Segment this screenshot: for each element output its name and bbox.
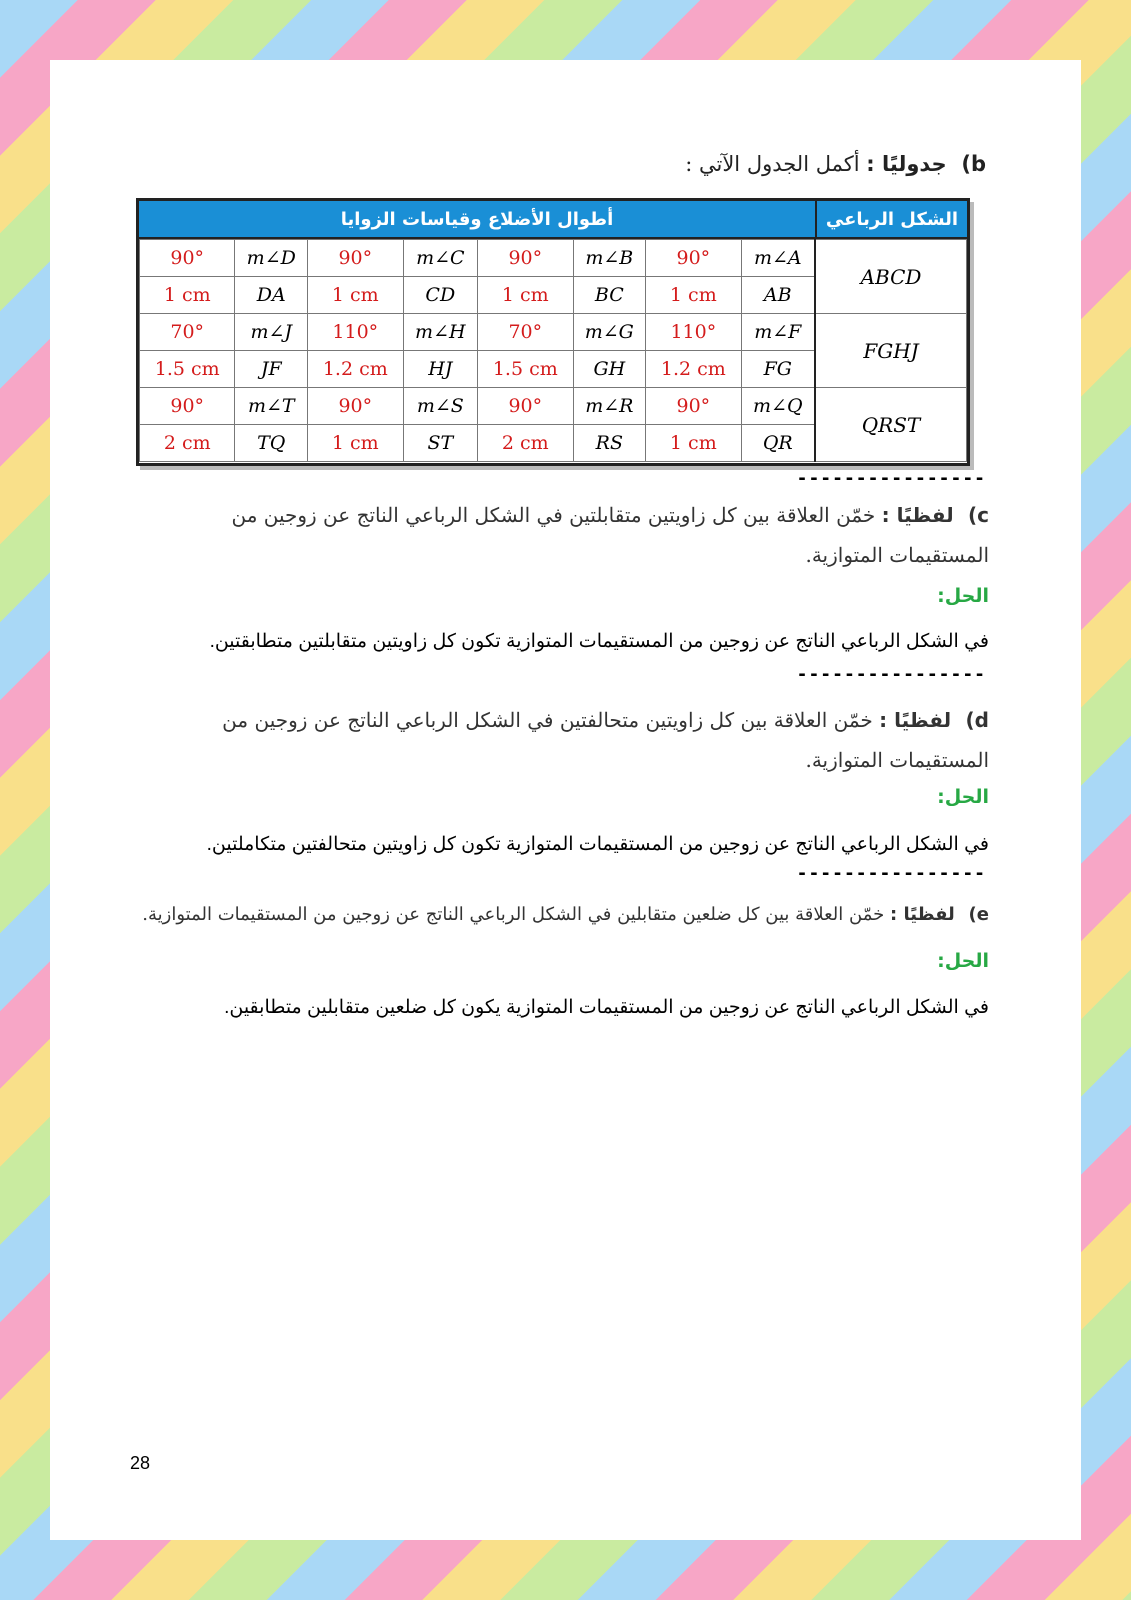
part-d-question-block (136, 700, 989, 780)
angles-label-cell: m∠B (573, 240, 646, 277)
sides-value-cell: 1.2 cm (646, 351, 741, 388)
sides-label-cell: CD (403, 277, 478, 314)
angles-label-cell: m∠A (741, 240, 815, 277)
angles-value-cell: 90° (308, 240, 403, 277)
angles-value-cell: 70° (478, 314, 573, 351)
sides-label-cell: QR (741, 425, 815, 462)
part-d-solution-label: الحل: (937, 786, 989, 808)
part-c-solution-label: الحل: (937, 585, 989, 607)
shape-name-cell: QRST (815, 388, 967, 462)
angles-label-cell: m∠Q (741, 388, 815, 425)
sides-value-cell: 1.5 cm (478, 351, 573, 388)
sides-label-cell: RS (573, 425, 646, 462)
sides-value-cell: 1 cm (140, 277, 235, 314)
angles-value-cell: 90° (140, 388, 235, 425)
part-e-question: خمّن العلاقة بين كل ضلعين متقابلين في الشكل الرباعي الناتج عن زوجين من المستقيمات المتوازية. (142, 904, 885, 925)
angles-label-cell: m∠C (403, 240, 478, 277)
angles-label-cell: m∠H (403, 314, 478, 351)
sides-value-cell: 2 cm (478, 425, 573, 462)
sides-value-cell: 1 cm (646, 425, 741, 462)
table-row (140, 314, 967, 351)
part-e-letter: e) (968, 904, 989, 925)
table-header (139, 201, 967, 239)
part-d-question: خمّن العلاقة بين كل زاويتين متحالفتين في الشكل الرباعي الناتج عن زوجين من المستقيمات المتوازية. (222, 708, 989, 772)
angles-value-cell: 90° (646, 240, 741, 277)
part-c-label: لفظيًا : (881, 503, 954, 527)
part-c-solution: في الشكل الرباعي الناتج عن زوجين من المستقيمات المتوازية تكون كل زاويتين متقابلتين متطابقتين. (209, 631, 989, 652)
part-e-label: لفظيًا : (889, 904, 955, 925)
quadrilateral-table (136, 198, 970, 466)
angles-label-cell: m∠F (741, 314, 815, 351)
page-sheet (50, 60, 1081, 1540)
shape-name-cell: FGHJ (815, 314, 967, 388)
page-number: 28 (130, 1453, 151, 1473)
part-e-question-block (136, 895, 989, 935)
sides-value-cell: 1.5 cm (140, 351, 235, 388)
sides-label-cell: TQ (235, 425, 308, 462)
angles-value-cell: 90° (478, 388, 573, 425)
angles-value-cell: 90° (140, 240, 235, 277)
separator-2: ---------------- (796, 664, 986, 685)
angles-value-cell: 70° (140, 314, 235, 351)
angles-value-cell: 110° (308, 314, 403, 351)
sides-value-cell: 2 cm (140, 425, 235, 462)
part-b-letter: b) (961, 152, 986, 176)
part-c-question-block (136, 495, 989, 575)
table-body (139, 239, 967, 462)
angles-label-cell: m∠R (573, 388, 646, 425)
part-d-label: لفظيًا : (879, 708, 952, 732)
sides-label-cell: ST (403, 425, 478, 462)
angles-value-cell: 90° (646, 388, 741, 425)
part-d-solution: في الشكل الرباعي الناتج عن زوجين من المستقيمات المتوازية تكون كل زاويتين متحالفتين متكاملتين. (206, 834, 989, 855)
table-row (140, 388, 967, 425)
angles-label-cell: m∠T (235, 388, 308, 425)
sides-value-cell: 1 cm (646, 277, 741, 314)
part-e-solution-label: الحل: (937, 950, 989, 972)
shape-name-cell: ABCD (815, 240, 967, 314)
table-row (140, 240, 967, 277)
sides-label-cell: DA (235, 277, 308, 314)
sides-value-cell: 1.2 cm (308, 351, 403, 388)
part-d-letter: d) (965, 708, 989, 732)
sides-label-cell: BC (573, 277, 646, 314)
angles-value-cell: 90° (478, 240, 573, 277)
sides-value-cell: 1 cm (308, 277, 403, 314)
angles-label-cell: m∠D (235, 240, 308, 277)
header-sides-angles: أطوال الأضلاع وقياسات الزوايا (340, 208, 614, 230)
sides-label-cell: FG (741, 351, 815, 388)
angles-label-cell: m∠G (573, 314, 646, 351)
sides-label-cell: JF (235, 351, 308, 388)
sides-label-cell: AB (741, 277, 815, 314)
angles-value-cell: 110° (646, 314, 741, 351)
angles-label-cell: m∠J (235, 314, 308, 351)
sides-label-cell: HJ (403, 351, 478, 388)
part-c-letter: c) (968, 503, 989, 527)
header-shape: الشكل الرباعي (815, 201, 967, 237)
sides-value-cell: 1 cm (478, 277, 573, 314)
separator-1: ---------------- (796, 468, 986, 489)
separator-3: ---------------- (796, 863, 986, 884)
part-b-label: جدوليًا : (866, 152, 947, 176)
part-c-question: خمّن العلاقة بين كل زاويتين متقابلتين في الشكل الرباعي الناتج عن زوجين من المستقيمات المتوازية. (231, 503, 989, 567)
sides-value-cell: 1 cm (308, 425, 403, 462)
sides-label-cell: GH (573, 351, 646, 388)
angles-label-cell: m∠S (403, 388, 478, 425)
part-e-solution: في الشكل الرباعي الناتج عن زوجين من المستقيمات المتوازية يكون كل ضلعين متقابلين متطابقين. (224, 997, 989, 1018)
part-b-instruction: أكمل الجدول الآتي : (685, 152, 860, 176)
angles-value-cell: 90° (308, 388, 403, 425)
part-b-heading (685, 152, 986, 176)
